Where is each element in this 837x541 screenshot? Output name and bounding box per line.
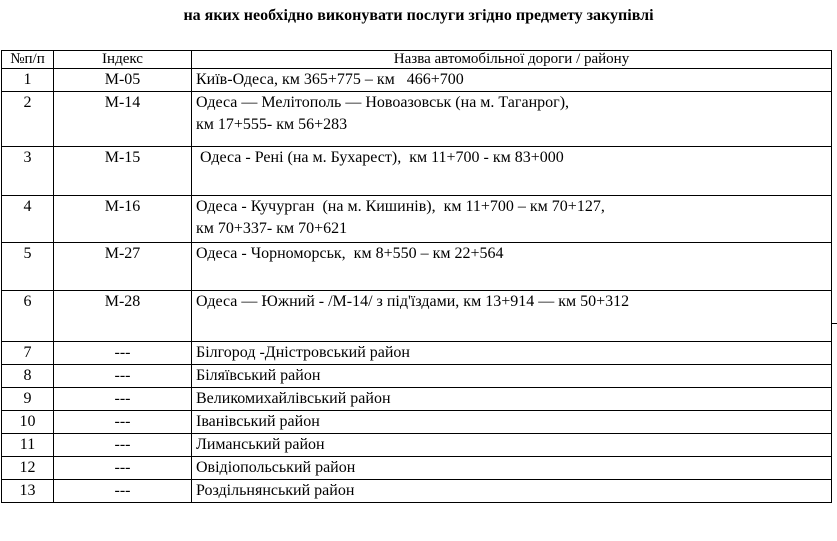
road-index: --- — [54, 480, 192, 503]
road-name-line: км 17+555- км 56+283 — [196, 116, 348, 133]
road-name-line: Київ-Одеса, км 365+775 – км 466+700 — [196, 71, 464, 88]
road-name — [192, 434, 832, 457]
row-number: 12 — [2, 457, 54, 480]
road-name-line: Білгород -Дністровський район — [196, 344, 410, 361]
road-index: --- — [54, 388, 192, 411]
road-index: --- — [54, 457, 192, 480]
table-row — [2, 434, 832, 457]
road-index: М-28 — [54, 291, 192, 342]
column-header-index: Індекс — [54, 51, 192, 69]
table-row — [2, 388, 832, 411]
road-name — [192, 388, 832, 411]
table-header-row — [2, 51, 832, 69]
road-name-line: Овідіопольський район — [196, 459, 356, 476]
column-header-number: №п/п — [2, 51, 54, 69]
row-number: 10 — [2, 411, 54, 434]
table-row — [2, 342, 832, 365]
road-index: М-27 — [54, 243, 192, 291]
road-index: М-16 — [54, 196, 192, 243]
row-number: 13 — [2, 480, 54, 503]
road-name — [192, 457, 832, 480]
row-number: 4 — [2, 196, 54, 243]
table-row — [2, 365, 832, 388]
road-name-line: Великомихайлівський район — [196, 390, 391, 407]
row-number: 6 — [2, 291, 54, 342]
row-number: 11 — [2, 434, 54, 457]
road-name — [192, 365, 832, 388]
table-row — [2, 147, 832, 196]
road-name-line: км 70+337- км 70+621 — [196, 220, 348, 237]
road-name-line: Одеса — Южний - /М-14/ з під'їздами, км 13+914 — км 50+312 — [196, 293, 630, 310]
road-index: --- — [54, 411, 192, 434]
row-number: 7 — [2, 342, 54, 365]
road-name-line: Одеса - Чорноморськ, км 8+550 – км 22+564 — [196, 245, 504, 262]
table-row — [2, 196, 832, 243]
margin-mark — [832, 323, 837, 324]
road-index: М-15 — [54, 147, 192, 196]
row-number: 3 — [2, 147, 54, 196]
road-index: М-14 — [54, 92, 192, 147]
road-name-line: Одеса - Кучурган (на м. Кишинів), км 11+700 – км 70+127, — [196, 198, 605, 215]
row-number: 9 — [2, 388, 54, 411]
row-number: 8 — [2, 365, 54, 388]
table-row — [2, 243, 832, 291]
road-name — [192, 243, 832, 291]
table-row — [2, 480, 832, 503]
table-row — [2, 411, 832, 434]
road-index: --- — [54, 365, 192, 388]
table-row — [2, 92, 832, 147]
road-name-line: Іванівський район — [196, 413, 320, 430]
title-line: на яких необхідно виконувати послуги згідно предмету закупівлі — [183, 7, 654, 24]
road-name-line: Біляївський район — [196, 367, 321, 384]
road-name-line: Одеса — Мелітополь — Новоазовськ (на м. Таганрог), — [196, 94, 570, 111]
road-name — [192, 342, 832, 365]
column-header-name: Назва автомобільної дороги / району — [192, 51, 832, 69]
road-name — [192, 147, 832, 196]
road-name-line: Лиманський район — [196, 436, 325, 453]
table-row — [2, 291, 832, 342]
road-name — [192, 480, 832, 503]
road-name — [192, 69, 832, 92]
row-number: 2 — [2, 92, 54, 147]
road-name — [192, 196, 832, 243]
row-number: 1 — [2, 69, 54, 92]
road-name — [192, 411, 832, 434]
road-index: М-05 — [54, 69, 192, 92]
road-name — [192, 92, 832, 147]
road-name-line: Роздільнянський район — [196, 482, 355, 499]
road-name — [192, 291, 832, 342]
table-row — [2, 69, 832, 92]
table-row — [2, 457, 832, 480]
roads-table — [1, 50, 832, 503]
road-name-line: Одеса - Рені (на м. Бухарест), км 11+700 - км 83+000 — [196, 149, 564, 166]
road-index: --- — [54, 434, 192, 457]
row-number: 5 — [2, 243, 54, 291]
road-index: --- — [54, 342, 192, 365]
